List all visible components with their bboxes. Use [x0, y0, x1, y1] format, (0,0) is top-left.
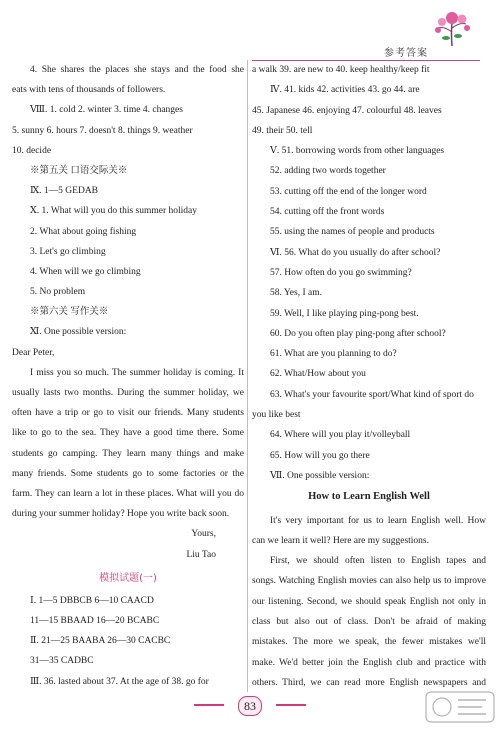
right-column [252, 60, 486, 693]
left-column-line: Ⅹ. 1. What will you do this summer holiday [30, 206, 198, 217]
right-column-line: How to Learn English Well [308, 491, 430, 503]
right-column-line: It's very important for us to learn English well. How [270, 515, 486, 526]
left-column-line: 5. sunny 6. hours 7. doesn't 8. things 9. weather [12, 125, 193, 136]
right-column-line: Ⅳ. 41. kids 42. activities 43. go 44. are [270, 85, 420, 96]
left-column-line: Ⅲ. 36. lasted about 37. At the age of 38. go for [30, 676, 209, 687]
right-column-line: others. Third, we can read more English newspapers and [252, 677, 486, 688]
right-column-line: can we learn it well? Here are my suggestions. [252, 535, 430, 546]
left-column-line: Dear Peter, [12, 347, 55, 358]
left-column-line: farm. They can learn a lot in these places. What will you do [12, 488, 244, 499]
right-column-line: 60. Do you often play ping-pong after school? [270, 328, 446, 339]
right-column-line: 58. Yes, I am. [270, 288, 322, 299]
right-column-line: 49. their 50. tell [252, 125, 313, 136]
left-column-line: Ⅷ. 1. cold 2. winter 3. time 4. changes [30, 105, 183, 116]
right-column-line: a walk 39. are new to 40. keep healthy/keep fit [252, 65, 430, 75]
left-column-line: ※第六关 写作关※ [30, 307, 109, 318]
left-column-line: Ⅸ. 1—5 GEDAB [30, 186, 99, 197]
left-column-line: Liu Tao [186, 549, 216, 560]
left-column-line: during your summer holiday? Hope you write back soon. [12, 509, 230, 520]
right-column-line: 63. What's your favourite sport/What kind of sport do [270, 389, 474, 400]
left-column-line: like to go to the sea. They have a good time there. Some [12, 428, 244, 439]
right-column-line: 52. adding two words together [270, 166, 386, 177]
left-column-line: many friends. Some students go to some factories or the [12, 468, 244, 479]
right-column-line: Ⅴ. 51. borrowing words from other languages [270, 146, 445, 157]
left-column-line: ※第五关 口语交际关※ [30, 165, 128, 176]
right-column-line: 55. using the names of people and products [270, 227, 435, 238]
left-column-line: usually lasts two months. During the summer holiday, we [12, 388, 244, 398]
right-column-line: mistakes. The more we speak, the fewer mistakes we'll [252, 637, 486, 648]
watermark-stamp-icon [424, 688, 496, 726]
right-column-line: 45. Japanese 46. enjoying 47. colourful 48. leaves [252, 105, 442, 116]
right-column-line: First, we should often listen to English tapes and [270, 556, 486, 567]
left-column-line: eats with tens of thousands of followers. [12, 85, 166, 96]
left-column-line: often have a trip or go to visit our friends. Many students [12, 408, 244, 419]
right-column-line: Ⅶ. One possible version: [270, 470, 370, 481]
right-column-line: 53. cutting off the end of the longer word [270, 186, 427, 197]
left-column-line: 3. Let's go climbing [30, 246, 106, 257]
right-column-line: class but also out of class. Don't be afraid of making [252, 617, 486, 628]
right-column-line: 62. What/How about you [270, 369, 366, 380]
left-column-line: I miss you so much. The summer holiday is coming. It [30, 367, 244, 378]
right-column-line: 64. Where will you play it/volleyball [270, 430, 411, 441]
page-number [222, 696, 278, 714]
left-column-line: students go camping. They learn many things and make [12, 448, 244, 459]
right-column-line: 59. Well, I like playing ping-pong best. [270, 308, 419, 319]
right-column-line: Ⅵ. 56. What do you usually do after school? [270, 247, 441, 258]
left-column-line: Ⅺ. One possible version: [30, 327, 127, 338]
left-column-line: 2. What about going fishing [30, 226, 137, 237]
right-column-line: 57. How often do you go swimming? [270, 267, 412, 278]
right-column-line: songs. Watching English movies can also help us to improve [252, 576, 486, 587]
left-column [12, 60, 244, 692]
right-column-line: 65. How will you go there [270, 450, 370, 461]
left-column-line: 5. No problem [30, 287, 86, 298]
left-column-line: 4. When will we go climbing [30, 266, 141, 277]
column-divider [247, 60, 248, 692]
left-column-line: Ⅱ. 21—25 BAABA 26—30 CACBC [30, 636, 171, 647]
left-column-line: 10. decide [12, 145, 52, 156]
right-column-line: 54. cutting off the front words [270, 207, 385, 218]
left-column-line: Yours, [191, 529, 216, 540]
left-column-line: Ⅰ. 1—5 DBBCB 6—10 CAACD [30, 595, 154, 606]
flower-logo-icon [430, 6, 474, 50]
left-column-line: 11—15 BBAAD 16—20 BCABC [30, 616, 160, 627]
right-column-line: 61. What are you planning to do? [270, 349, 397, 360]
page-number-value: 83 [238, 696, 262, 716]
right-column-line: our listening. Second, we should speak English not only in [252, 596, 486, 607]
right-column-line: you like best [252, 410, 301, 421]
left-column-line: 模拟试题(一) [99, 572, 157, 584]
right-column-line: make. We'd better join the English club and practice with [252, 657, 486, 668]
page-header-title: 参考答案 [384, 48, 428, 59]
left-column-line: 4. She shares the places she stays and the food she [30, 65, 244, 75]
left-column-line: 31—35 CADBC [30, 656, 94, 667]
